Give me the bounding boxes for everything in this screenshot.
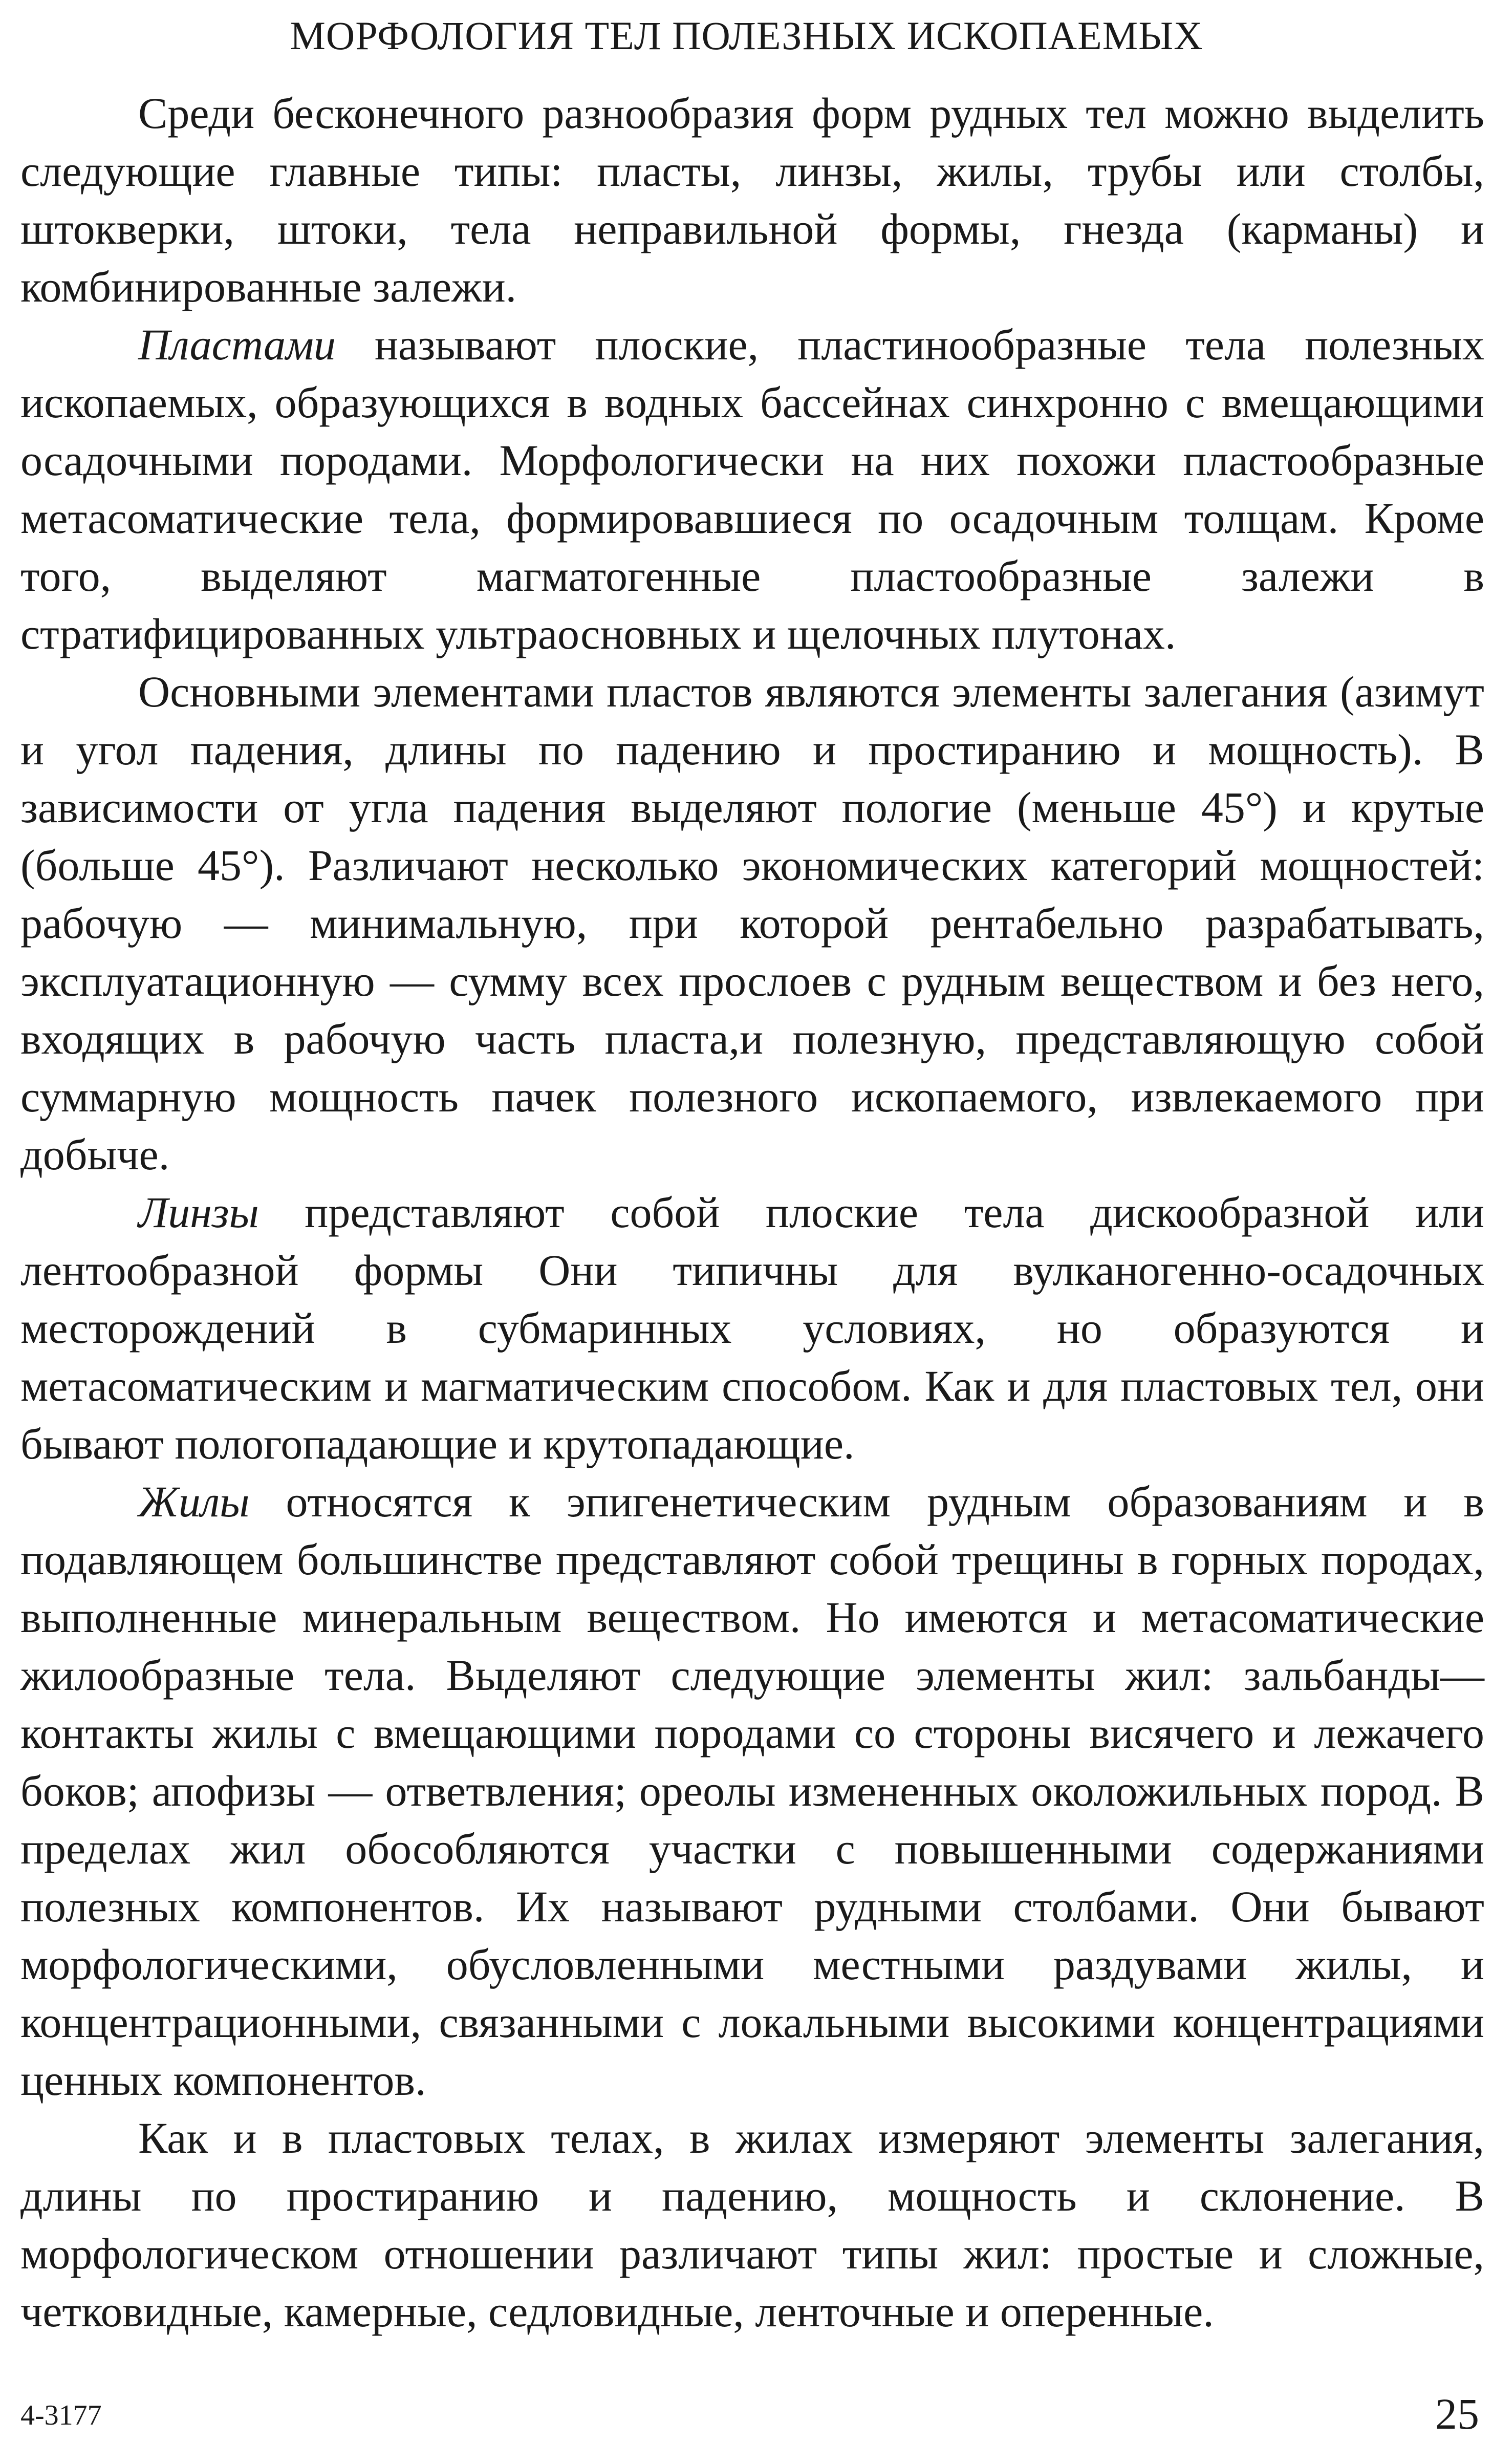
paragraph-veins-text: относятся к эпигенетическим рудным образованиям и в подавляющем большинстве представляют собой трещины в горных породах, выполненные минеральным веществом. Но имеются и метасоматические жилообразные тела. Выделяют следующие элементы жил: зальбанды—контакты жилы с вмещающими породами со стороны висячего и лежачего боков; апофизы — ответвления; ореолы измененных околожильных пород. В пределах жил обособляются участки с повышенными содержаниями полезных компонентов. Их называют рудными столбами. Они бывают морфологическими, обусловленными местными раздувами жилы, и концентрационными, связанными с локальными высокими концентрациями ценных компонентов. (20, 1477, 1484, 2105)
paragraph-intro (20, 84, 1484, 316)
running-heading: МОРФОЛОГИЯ ТЕЛ ПОЛЕЗНЫХ ИСКОПАЕМЫХ (290, 13, 1203, 58)
paragraph-elements-text: Основными элементами пластов являются элементы залегания (азимут и угол падения, длины по падению и простиранию и мощность). В зависимости от угла падения выделяют пологие (меньше 45°) и крутые (больше 45°). Различают несколько экономических категорий мощностей: рабочую — минимальную, при которой рентабельно разрабатывать, эксплуатационную — сумму всех прослоев с рудным веществом и без него, входящих в рабочую часть пласта,и полезную, представляющую собой суммарную мощность пачек полезного ископаемого, извлекаемого при добыче. (20, 667, 1484, 1179)
paragraph-lenses-text: представляют собой плоские тела дискообразной или лентообразной формы Они типичны для вулканогенно-осадочных месторождений в субмаринных условиях, но образуются и метасоматическим и магматическим способом. Как и для пластовых тел, они бывают пологопадающие и крутопадающие. (20, 1188, 1484, 1468)
printer-signature: 4-3177 (20, 2399, 102, 2431)
paragraph-vein-types (20, 2109, 1484, 2341)
page-footer (20, 2386, 1479, 2442)
term-veins: Жилы (138, 1477, 250, 1526)
paragraph-intro-text: Среди бесконечного разнообразия форм рудных тел можно выделить следующие главные типы: пласты, линзы, жилы, трубы или столбы, штокверки, штоки, тела неправильной формы, гнезда (карманы) и комбинированные залежи. (20, 89, 1484, 311)
paragraph-veins (20, 1473, 1484, 2109)
term-plasts: Пластами (138, 320, 336, 369)
paragraph-vein-types-text: Как и в пластовых телах, в жилах измеряют элементы залегания, длины по простиранию и падению, мощность и склонение. В морфологическом отношении различают типы жил: простые и сложные, четковидные, камерные, седловидные, ленточные и оперенные. (20, 2113, 1484, 2336)
paragraph-plasts (20, 316, 1484, 663)
paragraph-plasts-text: называют плоские, пластинообразные тела полезных ископаемых, образующихся в водных бассейнах синхронно с вмещающими осадочными породами. Морфологически на них похожи пластообразные метасоматические тела, формировавшиеся по осадочным толщам. Кроме того, выделяют магматогенные пластообразные залежи в стратифицированных ультраосновных и щелочных плутонах. (20, 320, 1484, 658)
body-text (20, 84, 1484, 2341)
paragraph-elements (20, 663, 1484, 1184)
paragraph-lenses (20, 1184, 1484, 1473)
page-number: 25 (1435, 2389, 1479, 2438)
term-lenses: Линзы (138, 1188, 259, 1237)
